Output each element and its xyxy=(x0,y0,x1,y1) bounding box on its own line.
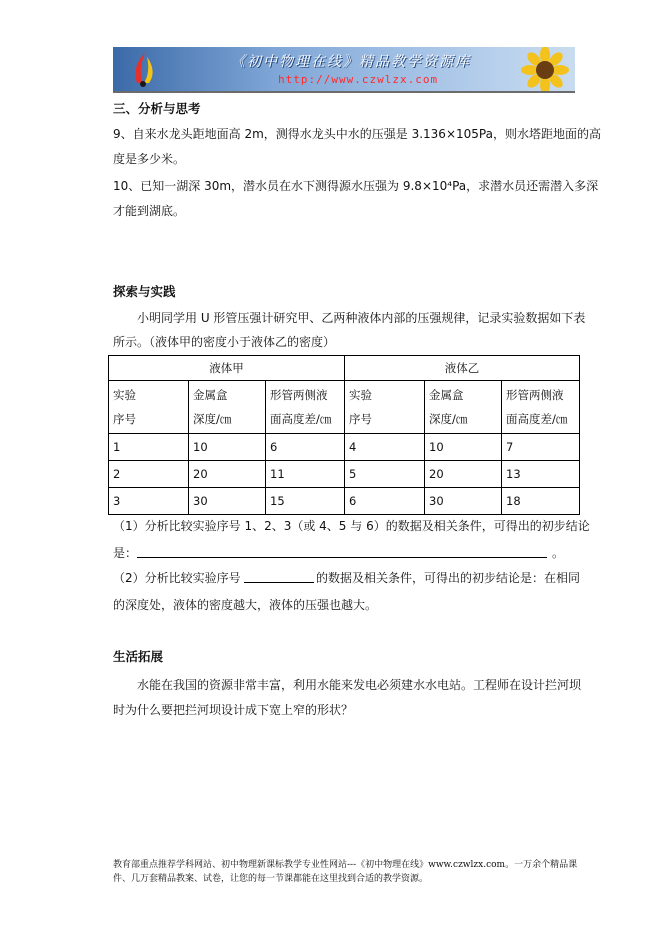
table-cell: 10 xyxy=(189,434,266,461)
table-cell: 2 xyxy=(109,461,189,488)
table-header-serial: 实验 序号 xyxy=(345,381,425,434)
answer-blank-1[interactable] xyxy=(137,557,547,558)
table-cell: 15 xyxy=(266,488,345,515)
section-heading-explore: 探索与实践 xyxy=(113,284,176,299)
answer-blank-2[interactable] xyxy=(244,582,314,583)
question-1-line-1: （1）分析比较实验序号 1、2、3（或 4、5 与 6）的数据及相关条件，可得出的初步结论 xyxy=(113,519,590,533)
table-cell: 1 xyxy=(109,434,189,461)
life-line-1: 水能在我国的资源非常丰富，利用水能来发电必须建水水电站。工程师在设计拦河坝 xyxy=(137,678,582,692)
table-cell: 10 xyxy=(425,434,502,461)
table-header-depth: 金属盒 深度/㎝ xyxy=(189,381,266,434)
question-10-line-2: 才能到湖底。 xyxy=(113,204,186,218)
header-banner xyxy=(113,47,575,93)
table-cell: 5 xyxy=(345,461,425,488)
question-2-prefix: （2）分析比较实验序号 xyxy=(113,571,241,585)
table-cell: 13 xyxy=(502,461,580,488)
question-2-line-2: 的深度处，液体的密度越大，液体的压强也越大。 xyxy=(113,598,378,612)
table-cell: 6 xyxy=(345,488,425,515)
table-header-serial: 实验 序号 xyxy=(109,381,189,434)
section-heading-analysis: 三、分析与思考 xyxy=(113,101,201,116)
question-1-suffix: 。 xyxy=(552,546,565,560)
table-header-height-diff: 形管两侧液 面高度差/㎝ xyxy=(266,381,345,434)
table-row xyxy=(109,461,580,488)
footer-note: 教育部重点推荐学科网站、初中物理新课标教学专业性网站---《初中物理在线》www.czwlzx.com。一万余个精品课件、几万套精品教案、试卷，让您的每一节课都能在这里找到合适的教学资源。 xyxy=(113,860,578,884)
table-row xyxy=(109,434,580,461)
question-9-line-2: 度是多少米。 xyxy=(113,152,186,166)
table-group-liquid-b: 液体乙 xyxy=(345,356,580,381)
banner-title: 《初中物理在线》精品教学资源库 xyxy=(231,54,471,70)
table-cell: 11 xyxy=(266,461,345,488)
logo-icon xyxy=(127,51,161,87)
table-cell: 30 xyxy=(189,488,266,515)
table-cell: 7 xyxy=(502,434,580,461)
section-heading-life: 生活拓展 xyxy=(113,649,164,664)
question-1-prefix: 是： xyxy=(113,546,138,560)
question-9-line-1: 9、自来水龙头距地面高 2m，测得水龙头中水的压强是 3.136×105Pa，则水塔距地面的高 xyxy=(113,127,601,141)
table-cell: 20 xyxy=(189,461,266,488)
table-row xyxy=(109,488,580,515)
table-header-depth: 金属盒 深度/㎝ xyxy=(425,381,502,434)
table-cell: 18 xyxy=(502,488,580,515)
table-cell: 6 xyxy=(266,434,345,461)
question-10-line-1: 10、已知一湖深 30m，潜水员在水下测得源水压强为 9.8×10⁴Pa，求潜水员还需潜入多深 xyxy=(113,179,599,193)
life-line-2: 时为什么要把拦河坝设计成下宽上窄的形状？ xyxy=(113,703,354,717)
table-cell: 20 xyxy=(425,461,502,488)
explore-intro-line-2: 所示。（液体甲的密度小于液体乙的密度） xyxy=(113,335,336,349)
table-group-liquid-a: 液体甲 xyxy=(109,356,345,381)
table-cell: 4 xyxy=(345,434,425,461)
table-cell: 3 xyxy=(109,488,189,515)
table-header-height-diff: 形管两侧液 面高度差/㎝ xyxy=(502,381,580,434)
sunflower-icon xyxy=(513,47,571,93)
explore-intro-line-1: 小明同学用 U 形管压强计研究甲、乙两种液体内部的压强规律，记录实验数据如下表 xyxy=(137,311,586,325)
question-2-suffix: 的数据及相关条件，可得出的初步结论是：在相同 xyxy=(316,571,581,585)
table-cell: 30 xyxy=(425,488,502,515)
experiment-data-table xyxy=(108,355,580,515)
banner-url: http://www.czwlzx.com xyxy=(278,73,439,86)
